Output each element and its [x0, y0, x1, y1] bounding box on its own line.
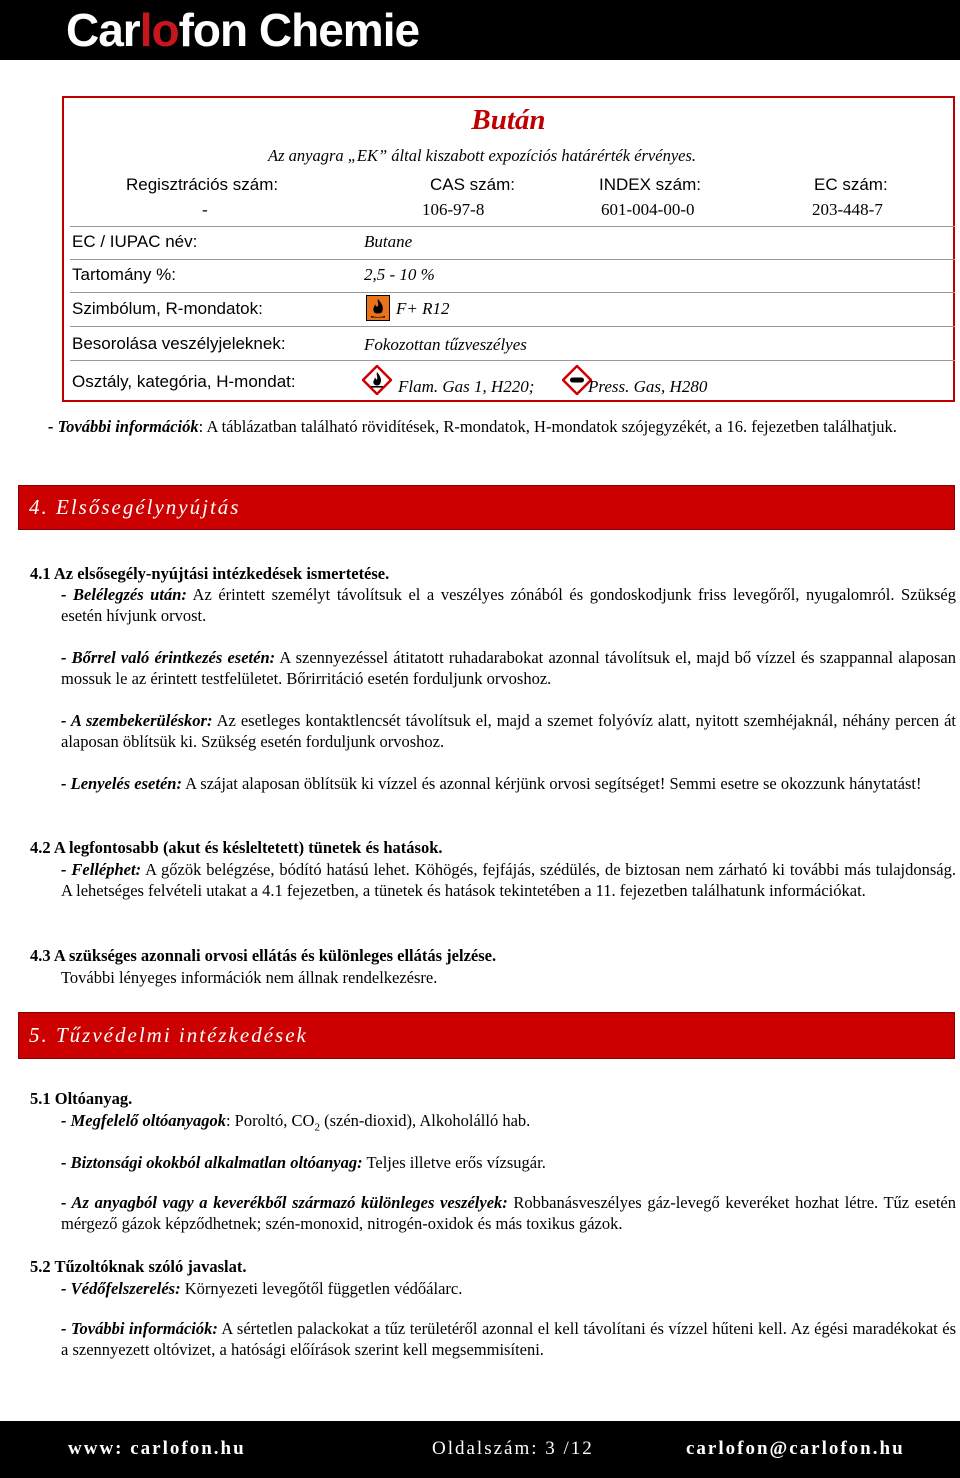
- suitable-media-paragraph: - Megfelelő oltóanyagok: Poroltó, $CO_2$ (szén-dioxid), Alkoholálló hab.: [61, 1111, 531, 1134]
- substance-name: Bután: [471, 104, 546, 136]
- page-header: [0, 0, 960, 60]
- subsection-4-3-title: 4.3 A szükséges azonnali orvosi ellátás és különleges ellátás jelzése.: [30, 946, 497, 965]
- divider: [70, 326, 955, 327]
- index-value: 601-004-00-0: [601, 200, 695, 219]
- row-value: F+ R12: [396, 299, 450, 318]
- row-value: Butane: [364, 232, 413, 251]
- subsection-5-2-title: 5.2 Tűzoltóknak szóló javaslat.: [30, 1257, 247, 1276]
- reg-label: Regisztrációs szám:: [126, 175, 279, 194]
- protective-equipment-paragraph: - Védőfelszerelés: Környezeti levegőtől független védőálarc.: [61, 1279, 463, 1298]
- cas-label: CAS szám:: [430, 175, 516, 194]
- row-value: Fokozottan tűzveszélyes: [364, 335, 527, 354]
- index-label: INDEX szám:: [599, 175, 702, 194]
- exposure-note: Az anyagra „EK” által kiszabott expozíciós határérték érvényes.: [268, 146, 697, 165]
- info-paragraph: - További információk: A táblázatban található rövidítések, R-mondatok, H-mondatok szójegyzékét, a 16. fejezetben találhatjuk.: [48, 417, 897, 436]
- footer-website[interactable]: www: carlofon.hu: [68, 1438, 246, 1459]
- ghs-flame-icon: [362, 365, 392, 395]
- reg-value: -: [202, 200, 208, 219]
- page-footer: [0, 1421, 960, 1478]
- footer-email[interactable]: carlofon@carlofon.hu: [686, 1438, 905, 1459]
- symptoms-paragraph: - Felléphet: A gőzök belégzése, bódító hatású lehet. Köhögés, fejfájás, szédülés, de biztosan nem zárható ki további más tulajdonság. A lehetséges felvételi utakat a 4.1 fejezetben, a tünetek és hatások tekintetében a 11. fejezetben találhatunk információkat.: [61, 860, 956, 900]
- row-label: Osztály, kategória, H-mondat:: [72, 372, 296, 391]
- ingestion-paragraph: - Lenyelés esetén: A szájat alaposan öblítsük ki vízzel és azonnal kérjünk orvosi segítséget! Semmi esetre se okozzunk hánytatást!: [61, 774, 922, 793]
- subsection-4-1-title: 4.1 Az elsősegély-nyújtási intézkedések ismertetése.: [30, 564, 390, 583]
- row-label: Besorolása veszélyjeleknek:: [72, 334, 286, 353]
- skin-contact-paragraph: - Bőrrel való érintkezés esetén: A szennyezéssel átitatott ruhadarabokat azonnal távolítsuk el, majd bő vízzel és szappannal alaposan mossuk le az érintett testfelületet. Bőrirritáció esetén forduljunk orvoshoz.: [61, 648, 956, 688]
- subsection-5-1-title: 5.1 Oltóanyag.: [30, 1089, 133, 1108]
- row-value-2: Press. Gas, H280: [588, 377, 708, 396]
- further-info-paragraph: - További információk: A sértetlen palackokat a tűz területéről azonnal el kell távolítani és vízzel hűteni kell. Az égési maradékokat és a szennyezett oltóvizet, a hatósági előírások szerint kell megsemmisíteni.: [61, 1319, 956, 1359]
- row-label: Szimbólum, R-mondatok:: [72, 299, 263, 318]
- cas-value: 106-97-8: [422, 200, 485, 219]
- section-5-heading: 5. Tűzvédelmi intézkedések: [18, 1012, 955, 1059]
- ec-label: EC szám:: [814, 175, 888, 194]
- divider: [70, 360, 955, 361]
- special-hazards-paragraph: - Az anyagból vagy a keverékből származó különleges veszélyek: Robbanásveszélyes gáz-levegő keveréket hozhat létre. Tűz esetén mérgező gázok képződhetnek; szén-monoxid, nitrogén-oxidok és más toxikus gázok.: [61, 1193, 956, 1233]
- row-value: Flam. Gas 1, H220;: [398, 377, 535, 396]
- row-value: 2,5 - 10 %: [364, 265, 435, 284]
- divider: [70, 259, 955, 260]
- divider: [70, 292, 955, 293]
- substance-info-box: [62, 96, 955, 402]
- subsection-4-2-title: 4.2 A legfontosabb (akut és késleltetett) tünetek és hatások.: [30, 838, 443, 857]
- inhalation-paragraph: - Belélegzés után: Az érintett személyt távolítsuk el a veszélyes zónából és gondoskodjunk friss levegőről, nyugalomról. Szükség esetén hívjunk orvost.: [61, 585, 956, 625]
- ec-value: 203-448-7: [812, 200, 883, 219]
- subsection-4-3-text: További lényeges információk nem állnak rendelkezésre.: [61, 968, 438, 987]
- company-logo: Carlofon Chemie: [66, 4, 420, 56]
- eye-contact-paragraph: - A szembekerüléskor: Az esetleges kontaktlencsét távolítsuk el, majd a szemet folyóvíz alatt, nyitott szemhéjaknál, néhány percen át alaposan öblítsük ki. Szükség esetén forduljunk orvoshoz.: [61, 711, 956, 751]
- footer-page-number: Oldalszám: 3 /12: [432, 1438, 594, 1459]
- row-label: Tartomány %:: [72, 265, 176, 284]
- flame-symbol-icon: [366, 295, 390, 321]
- divider: [70, 226, 955, 227]
- unsuitable-media-paragraph: - Biztonsági okokból alkalmatlan oltóanyag: Teljes illetve erős vízsugár.: [61, 1153, 546, 1172]
- row-label: EC / IUPAC név:: [72, 232, 198, 251]
- section-4-heading: 4. Elsősegélynyújtás: [18, 485, 955, 530]
